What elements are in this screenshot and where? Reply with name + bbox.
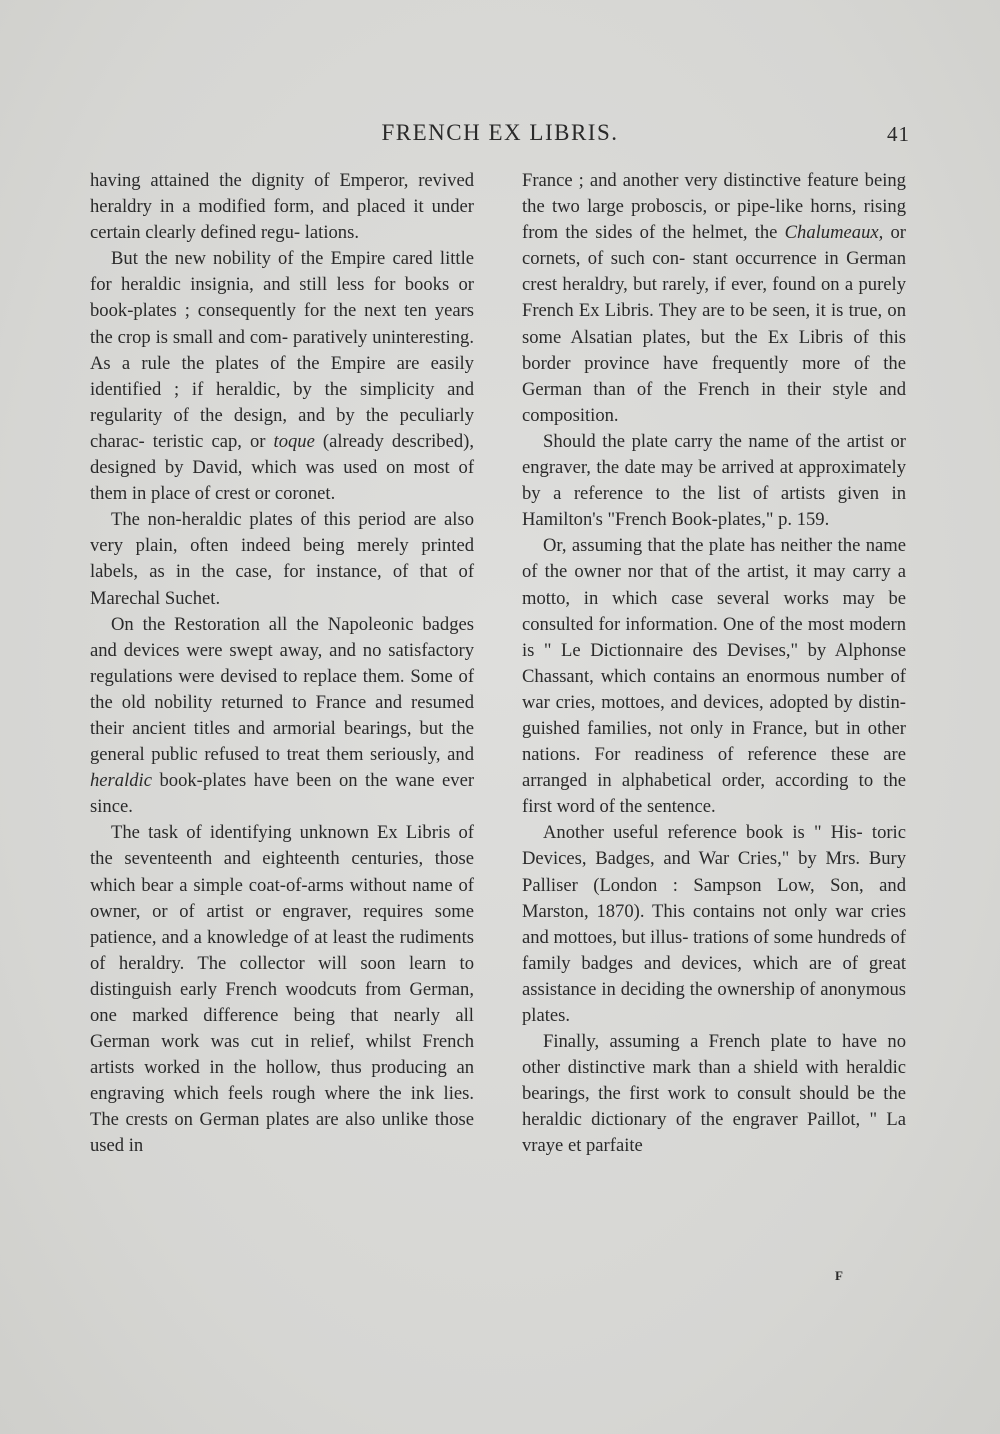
right-column bbox=[522, 168, 906, 1160]
text-line: plates of the Empire are easily identified ; bbox=[90, 352, 474, 400]
text-line: mottoes, and devices, adopted by distin- bbox=[601, 691, 906, 713]
text-line: of the seventeenth and eighteenth centuries, bbox=[90, 822, 474, 870]
text-line: Mrs. Bury Palliser (London : Sampson Low, bbox=[522, 848, 907, 896]
paragraph-finally bbox=[522, 1029, 906, 1159]
text-line: works may be consulted for information. bbox=[522, 587, 907, 635]
italic-term: heraldic bbox=[90, 770, 152, 792]
text-line: the name of the owner nor that of the artist, bbox=[522, 535, 906, 583]
text-line: having attained the dignity of Emperor, bbox=[90, 170, 409, 191]
text-line: engraver Paillot, " La vraye et parfaite bbox=[522, 1109, 906, 1157]
text-line: general public refused to treat them seriously, bbox=[90, 744, 441, 766]
page-title: FRENCH EX LIBRIS. bbox=[381, 120, 619, 145]
text-line: books or book-plates ; consequently for the bbox=[90, 274, 474, 322]
text-line: Finally, assuming a French plate to have bbox=[543, 1031, 878, 1053]
text-line: trations of some hundreds of family badges bbox=[522, 926, 906, 974]
text-line: should be the heraldic dictionary of the bbox=[522, 1083, 906, 1131]
italic-term: Chalumeaux, bbox=[784, 222, 884, 244]
text-line: German plates are also unlike those used in bbox=[90, 1109, 474, 1157]
text-line: thus producing an engraving which feels bbox=[90, 1057, 475, 1105]
paragraph-emperor bbox=[90, 168, 474, 246]
text-line: more of the German than of the French bbox=[522, 352, 906, 400]
text-line: heraldic bearings, the first work to consult bbox=[522, 1057, 906, 1105]
text-line: no other distinctive mark than a shield with bbox=[522, 1031, 907, 1079]
text-line: One of the most modern is " Le Dictionnaire bbox=[522, 613, 906, 661]
text-line: of them in place of crest or coronet. bbox=[90, 457, 475, 505]
paragraph-artist-name bbox=[522, 429, 906, 533]
text-line: plates. bbox=[522, 1005, 571, 1026]
italic-term: toque bbox=[273, 430, 315, 452]
text-line: in their style and composition. bbox=[522, 378, 906, 426]
text-line: and devices, which are of great assistance bbox=[522, 952, 906, 1000]
page-number: 41 bbox=[887, 122, 910, 146]
text-line: (already described), bbox=[314, 430, 474, 452]
text-line: Book-plates," p. 159. bbox=[671, 509, 830, 531]
paragraph-new-nobility bbox=[90, 246, 474, 507]
text-line: But the new nobility of the Empire cared bbox=[111, 248, 433, 270]
text-line: being the two large proboscis, or pipe-like bbox=[522, 170, 906, 218]
text-line: nearly all German work was cut in relief, bbox=[90, 1005, 474, 1053]
text-line: these are arranged in alphabetical order, bbox=[522, 744, 906, 792]
text-line: at approximately by a reference to the list bbox=[522, 457, 906, 505]
text-line: satisfactory regulations were devised to bbox=[90, 639, 474, 687]
text-line: or cornets, of such con- bbox=[522, 222, 906, 270]
text-line: France ; and another very distinctive feature bbox=[522, 170, 859, 191]
text-line: guished families, not only in France, but in bbox=[522, 717, 861, 739]
text-line: designed by David, which was used on most bbox=[90, 457, 450, 479]
text-line: stant occurrence in German crest heraldry, bbox=[522, 248, 906, 296]
text-line: Ex Libris. They are to be seen, it is true, bbox=[578, 300, 883, 322]
text-line: placed it under certain clearly defined regu- bbox=[90, 196, 474, 244]
text-line: of this border province have frequently bbox=[522, 326, 906, 374]
running-header bbox=[0, 118, 1000, 148]
text-line: horns, rising from the sides of the helmet, bbox=[522, 196, 906, 244]
text-line: knowledge of at least the rudiments of bbox=[90, 926, 475, 974]
text-line: engraver, requires some patience, and a bbox=[90, 900, 475, 948]
text-line: of the design, and by the peculiarly charac- bbox=[90, 404, 474, 452]
text-line: toric Devices, Badges, and War Cries," by bbox=[522, 822, 906, 870]
text-line: ancient titles and armorial bearings, but the bbox=[132, 717, 475, 739]
text-line: it may carry a motto, in which case several bbox=[522, 561, 906, 609]
text-line: The task of identifying unknown Ex Libris bbox=[111, 822, 451, 844]
paragraph-identifying bbox=[90, 820, 474, 1159]
text-line: lations. bbox=[304, 222, 359, 244]
text-line: teristic cap, or bbox=[152, 430, 274, 452]
paragraph-non-heraldic bbox=[90, 507, 474, 611]
text-line: The non-heraldic plates of this period are bbox=[111, 509, 437, 531]
text-line: other nations. For readiness of reference bbox=[522, 717, 906, 766]
left-column bbox=[90, 168, 474, 1160]
text-line: German, one marked difference being that bbox=[90, 978, 474, 1026]
text-line: little for heraldic insignia, and still less for bbox=[90, 248, 474, 296]
text-line: book-plates have been on the bbox=[151, 770, 388, 792]
text-line: printed labels, as in the case, for instance, bbox=[90, 535, 474, 583]
text-line: badges and devices were swept away, and no bbox=[90, 613, 474, 661]
text-line: but rarely, if ever, found on a purely French bbox=[522, 274, 907, 322]
text-line: contains an enormous number of war cries, bbox=[522, 665, 906, 713]
text-line: in deciding the ownership of anonymous bbox=[601, 978, 906, 1000]
paragraph-motto bbox=[522, 533, 906, 820]
text-line: des Devises," by Alphonse Chassant, which bbox=[522, 639, 906, 687]
text-line: not only war cries and mottoes, but illus- bbox=[522, 900, 907, 948]
text-line: without name of owner, or of artist or bbox=[90, 874, 474, 922]
text-line: Another useful reference book is " His- bbox=[543, 822, 863, 844]
text-line: if heraldic, by the simplicity and regularity bbox=[90, 378, 474, 426]
text-line: Or, assuming that the plate has neither bbox=[543, 535, 833, 557]
text-line: replace them. Some of the old nobility bbox=[90, 665, 475, 713]
paragraph-reference-book bbox=[522, 820, 906, 1029]
text-line: according to the first word of the sentence. bbox=[522, 770, 907, 818]
text-line: wane ever since. bbox=[90, 770, 475, 818]
text-line: and bbox=[447, 744, 475, 766]
text-line: Should the plate carry the name of the bbox=[543, 430, 841, 452]
text-line: Son, and Marston, 1870). This contains bbox=[522, 874, 907, 922]
text-line: those which bear a simple coat-of-arms bbox=[90, 848, 474, 896]
text-line: artist or engraver, the date may be arrived bbox=[522, 430, 906, 479]
text-line: revived heraldry in a modified form, and bbox=[90, 170, 474, 218]
text-line: of that of Marechal Suchet. bbox=[90, 561, 475, 609]
text-line: also very plain, often indeed being merely bbox=[90, 509, 474, 557]
text-line: of artists given in Hamilton's "French bbox=[522, 483, 907, 531]
text-line: on some Alsatian plates, but the Ex Libris bbox=[522, 300, 907, 348]
text-line: to distinguish early French woodcuts from bbox=[90, 952, 474, 1000]
text-line: whilst French artists worked in the hollow, bbox=[90, 1031, 474, 1079]
paragraph-restoration bbox=[90, 612, 474, 821]
signature-mark: F bbox=[835, 1268, 843, 1283]
text-line: the bbox=[754, 222, 785, 244]
text-line: rough where the ink lies. The crests on bbox=[90, 1083, 475, 1131]
text-line: returned to France and resumed their bbox=[90, 691, 474, 739]
text-line: heraldry. The collector will soon learn bbox=[118, 952, 447, 974]
text-line: next ten years the crop is small and com- bbox=[90, 300, 475, 348]
text-line: On the Restoration all the Napoleonic bbox=[111, 613, 414, 635]
text-line: paratively uninteresting. As a rule the bbox=[90, 326, 475, 374]
paragraph-crests-continued bbox=[522, 168, 906, 429]
